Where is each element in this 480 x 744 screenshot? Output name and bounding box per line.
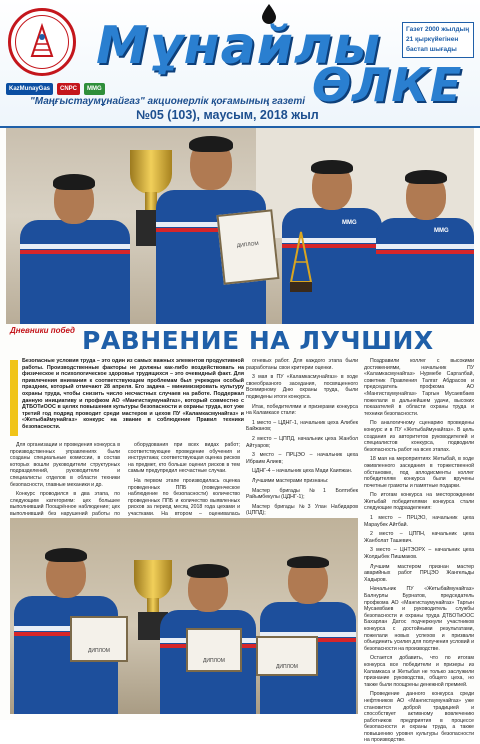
list-item: 1 место – ПРЦЭО, начальник цеха Мараубек Айтбай. [364,515,474,528]
paragraph: огневых работ. Для каждого этапа были разработаны свои критерии оценки. [246,358,358,371]
lead-accent-bar [10,360,18,436]
photo-person [260,554,356,714]
paragraph: На первом этапе производилась оценка проведенных ППБ (поведенческое наблюдение по безопасности) количество проведенных ППБ и количество выявленных рисков за период месяц 2018 года цехами и участками. На втором – оценивалась [128,477,240,517]
diploma-label: ДИПЛОМ [88,648,110,654]
diploma-label: ДИПЛОМ [236,240,259,250]
photo-person [20,174,130,324]
paragraph: Лучшим мастером признан мастер аварийных работ ПРЦЭО Жангельды Хадыров. [364,563,474,583]
article-column-2 [128,442,240,517]
paragraph: Для организации и проведения конкурса в производственных управлениях были созданы специальные комиссии, в состав которых вошли руководители структурных подразделений, руководители и специалисты отделов в области техники безопасности, главные механики и др. [10,442,120,488]
list-item: 3 место – ЦНТЭОРХ – начальник цеха Жолдыбек Пишмаков. [364,547,474,561]
diploma-frame [70,616,128,662]
paragraph: По аналогичному сценарию проведены конкурс и в ПУ «Жетыбаймунайгаз». В цель создания из авторитетов руководителей и специалистов конкурса, подводили безопасность работ на всех этапах. [364,420,474,453]
partner-logos [6,82,136,96]
diploma-label: ДИПЛОМ [203,658,225,664]
mmg-logo: MMG [84,83,105,95]
article-column-3 [246,358,358,517]
derrick-statuette-icon [288,232,314,292]
diploma-label: ДИПЛОМ [276,664,298,670]
founded-year-box [402,22,474,58]
list-item: 3 место – ПРЦЭО – начальник цеха Ибраим Алиев; [246,452,358,465]
award-photo-bottom [10,518,358,714]
masthead-subtitle: "Маңғыстаумұнайгаз" акционерлік қоғамының газеті [30,96,305,107]
founded-line: Газет 2000 жылдың [406,26,470,33]
list-item: ЦДНГ-4 – начальник цеха Мади Каипжан. [252,468,353,475]
photo-person [376,168,474,324]
paragraph: оборудования при всех видах работ; соответствующее проведение обучения и инструктажа; соответствующая оценка рисков на предмет, кто больше оценил рисков в тем самым предупредил несчастные случаи. [128,442,240,475]
founded-line: 21 қыркүйегінен [406,36,459,43]
article-column-4 [364,358,474,744]
list-item: Мастер бригады №3 Улан Набидаров (ЦППД); [246,503,358,517]
list-item: 2 место – ЦППН, начальник цеха Жанболат Ташевич. [364,531,474,544]
issue-number: №05 (103), маусым, 2018 жыл [136,108,319,122]
masthead [0,0,480,128]
founded-line: бастап шығады [406,46,457,53]
masthead-title-line2: ӨЛКЕ [312,58,463,112]
paragraph: Конкурс проводился в два этапа, по следующим категориям: цех большее выполнивший Поощрённое наблюдение; цех выполнивший без нарушений работы по [10,491,120,517]
article-lead: Безопасные условия труда – это один из самых важных элементов продуктивной работы. Производственные факторы не должны как-либо воздействовать на физическое и психологическое здоровье трудящихся – это очевидный факт. Для привлечения внимания к соответствующим проблемам был учрежден особый праздник, который отмечают 28 апреля. Его задача – минимизировать культуру охраны труда, чтобы снизить число несчастных случаев на работе. Поддержал данную инициативу и профком АО «Мангистаумунайгаз», который совместно с ДТБОТиООС в целях повышения культуры безопасности и охраны труда, вот уже третий год подряд проводит среди мастеров и цехов ПУ «Каламкасмунайгаз» и «Жетыбаймунайгаз» конкурс на звание в соблюдение Правил техники безопасности. [22,358,244,430]
paragraph: Поздравили коллег с высокими достижениями, начальник ПУ «Каламкасмунайгаз» Нурмебе Саргалбай, советник Правления Талгат Абдрасов и председатель профкома АО «Мангистаумунайгаз» Таргын Мусаевбаев пожелали в дальнейшем удачи, высоких показателей в области охраны труда и техники безопасности. [364,358,474,417]
kazmunaygas-logo: KazMunayGas [6,83,53,95]
masthead-title-line1: Мұнайлы [96,16,382,76]
paragraph: Итак, победителями и призерами конкурса на Каламкасе стали: [246,403,358,417]
cnpc-logo: CNPC [57,83,80,95]
mmg-badge: MMG [434,228,449,234]
paragraph: 3 мая в ПУ «Каламкасмунайгаз» в ходе своеобразного заседания, посвященного Всемирному Дню охраны труда, были подведены итоги конкурса. [246,374,358,400]
article-column-1 [10,442,120,517]
company-emblem-logo [8,8,76,76]
mmg-badge: MMG [342,220,357,226]
list-item: 1 место – ЦДНГ-1, начальник цеха Алибек Байжанов; [246,419,358,433]
diploma-frame [186,628,242,672]
article-headline: РАВНЕНИЕ НА ЛУЧШИХ [82,326,434,355]
list-item: Мастер бригады №1 Болтибек Райымбекулы (ЦДНГ-1); [246,487,358,501]
paragraph: Остается добавить, что по итогам конкурса все победители и призеры из Каламкаса и Жетыбая не только заслужили признание руководства, общего цеха, но также были поощрены денежной премией. [364,655,474,688]
list-item: 2 место – ЦППД, начальник цеха Жанбол Айтуаров; [246,435,358,449]
paragraph: Начальник ПУ «Жетыбаймунайгаз» Балнурлы Бурнатов, председатель профкома АО «Мангистаумунайгаз» Таргын Мусаевбаев и руководитель службы безопасности и охраны труда ДТБОТиООС Бахарлан Датос подчеркнули участников конкурса с достойными результатами, пожелали новых успехов и призвали объединить усилия для получения условий и безопасности на производстве. [364,586,474,652]
paragraph: 18 мая на мероприятиях Жетыбай, в ходе оживленного заседания в торжественной обстановке, под аплодисменты коллег победителям конкурса были вручены почетные грамоты и памятные подарки. [364,456,474,489]
paragraph: Лучшими мастерами признаны: [252,477,329,484]
paragraph: По итогам конкурса на месторождении Жетыбай победителями конкурса стали следующие подразделения: [364,492,474,512]
diploma-frame [216,209,279,284]
diploma-frame [256,636,318,676]
paragraph: Проведение данного конкурса среди нефтяников АО «Мангистаумунайгаз» уже становится доброй традицией и способствует активному вовлечению работников предприятия в процессе безопасности и охраны труда, а также повышению уровня культуры безопасности на производстве. [364,691,474,744]
section-kicker: Дневники побед [10,326,75,335]
award-photo-top [6,128,474,324]
emblem-inner-ring [15,15,69,69]
oil-derrick-icon [22,22,62,62]
